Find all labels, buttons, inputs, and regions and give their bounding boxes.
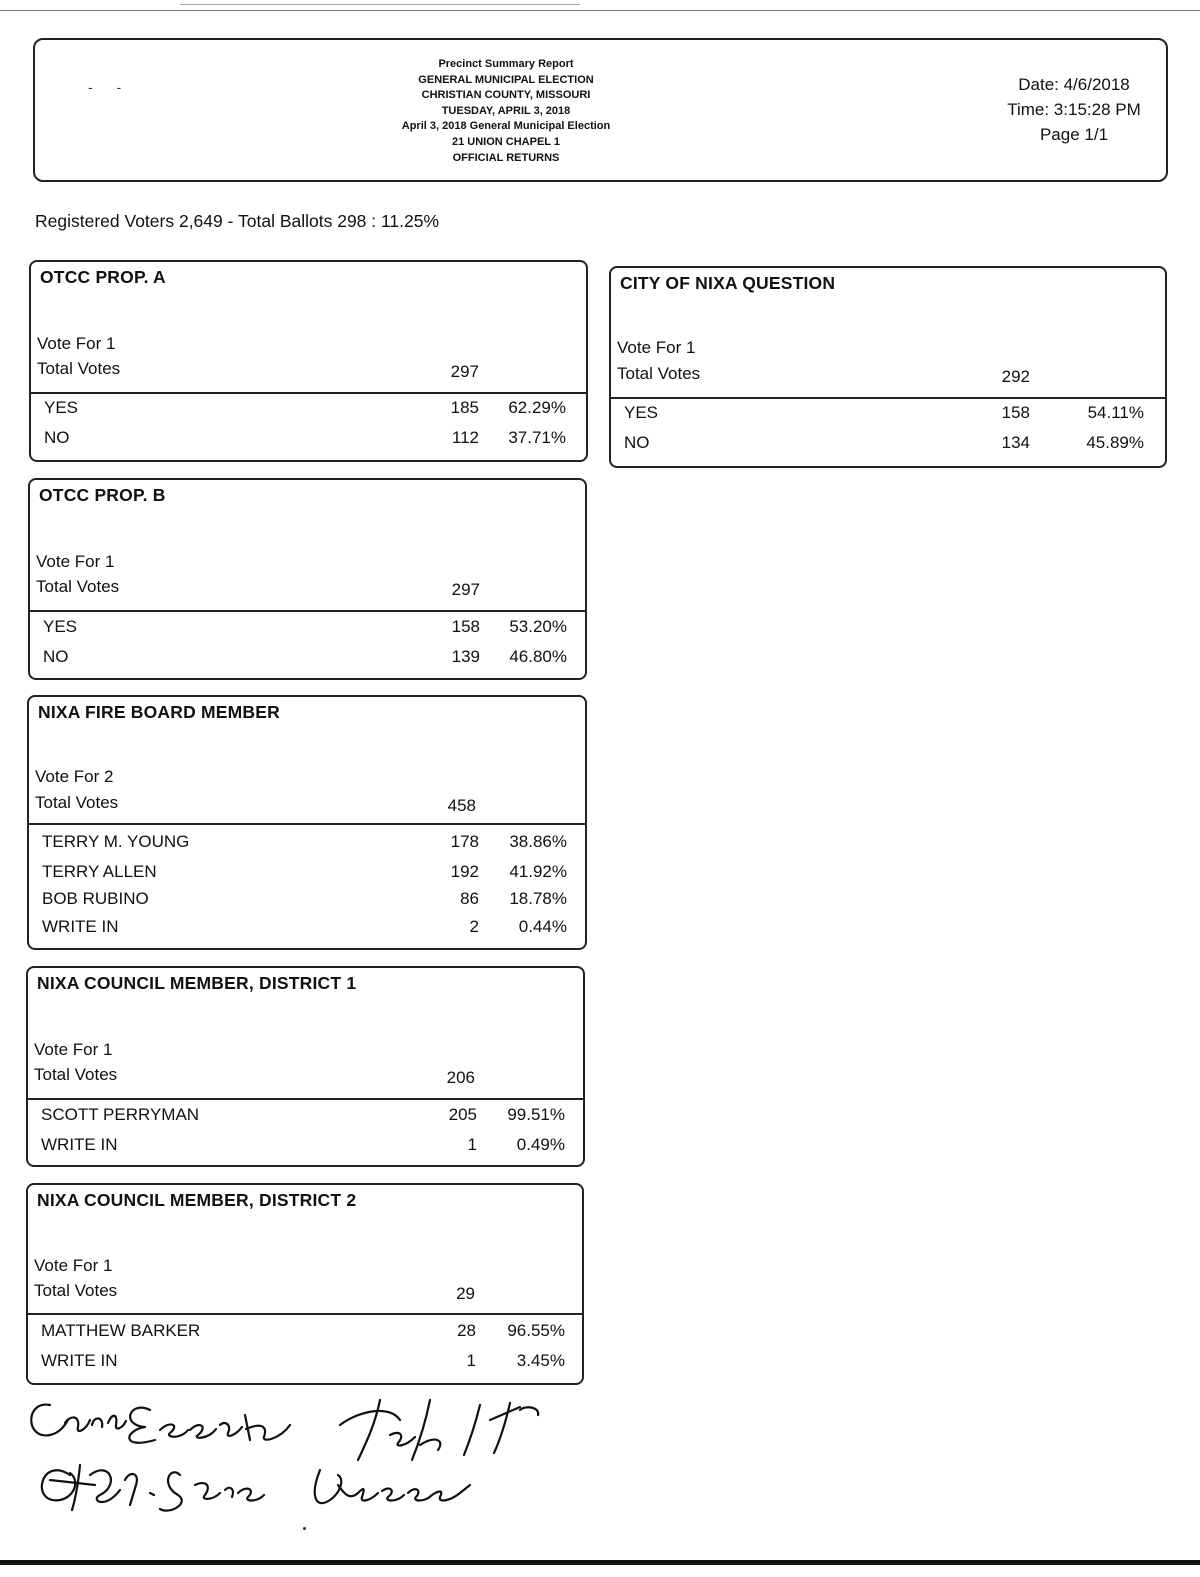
result-row bbox=[611, 433, 1165, 460]
candidate-votes: 192 bbox=[450, 861, 479, 881]
vote-for-label: Vote For 1 bbox=[34, 1256, 113, 1275]
county-name: CHRISTIAN COUNTY, MISSOURI bbox=[421, 89, 591, 102]
candidate-percent: 46.80% bbox=[509, 646, 567, 666]
candidate-votes: 134 bbox=[1001, 432, 1030, 452]
results-divider bbox=[28, 1313, 582, 1315]
contest-title: OTCC PROP. A bbox=[40, 267, 166, 287]
candidate-votes: 1 bbox=[467, 1134, 477, 1154]
vote-for-label: Vote For 1 bbox=[36, 552, 115, 571]
contest-nixa-council-district-2 bbox=[26, 1183, 584, 1385]
candidate-name: TERRY M. YOUNG bbox=[42, 832, 190, 851]
contest-nixa-council-district-1 bbox=[26, 966, 585, 1167]
total-votes-label: Total Votes bbox=[34, 1281, 118, 1300]
result-row bbox=[28, 1105, 583, 1132]
candidate-name: SCOTT PERRYMAN bbox=[41, 1105, 200, 1124]
result-row bbox=[29, 832, 585, 859]
candidate-name: MATTHEW BARKER bbox=[41, 1321, 201, 1340]
report-title-block bbox=[356, 57, 656, 166]
candidate-votes: 2 bbox=[469, 916, 479, 936]
candidate-percent: 62.29% bbox=[508, 398, 566, 417]
candidate-votes: 205 bbox=[448, 1105, 477, 1124]
vote-for-label: Vote For 1 bbox=[34, 1040, 113, 1059]
election-name: GENERAL MUNICIPAL ELECTION bbox=[418, 73, 594, 86]
scan-top-rule bbox=[0, 10, 1200, 11]
results-divider bbox=[611, 397, 1165, 399]
page-number: Page 1/1 bbox=[1039, 125, 1109, 144]
total-votes-value: 297 bbox=[450, 362, 479, 381]
candidate-percent: 0.49% bbox=[516, 1134, 565, 1154]
vote-for-label: Vote For 1 bbox=[37, 334, 116, 353]
result-row bbox=[31, 398, 586, 425]
candidate-name: NO bbox=[624, 432, 650, 452]
candidate-votes: 185 bbox=[450, 398, 479, 417]
candidate-percent: 45.89% bbox=[1086, 432, 1144, 452]
returns-status: OFFICIAL RETURNS bbox=[452, 151, 560, 164]
total-votes-value: 458 bbox=[447, 796, 476, 815]
vote-for-label: Vote For 1 bbox=[617, 338, 696, 357]
candidate-percent: 99.51% bbox=[507, 1105, 565, 1124]
report-time: Time: 3:15:28 PM bbox=[1007, 100, 1141, 119]
election-date: TUESDAY, APRIL 3, 2018 bbox=[441, 104, 571, 117]
candidate-votes: 158 bbox=[451, 617, 480, 636]
contest-otcc-prop-b bbox=[28, 478, 587, 680]
result-row bbox=[28, 1135, 583, 1162]
candidate-name: WRITE IN bbox=[41, 1350, 118, 1370]
candidate-name: NO bbox=[44, 427, 70, 447]
candidate-percent: 3.45% bbox=[516, 1350, 565, 1370]
candidate-votes: 112 bbox=[451, 427, 479, 447]
candidate-votes: 1 bbox=[466, 1350, 476, 1370]
contest-city-of-nixa-question bbox=[609, 266, 1167, 468]
scan-bottom-rule bbox=[0, 1560, 1200, 1565]
contest-title: OTCC PROP. B bbox=[39, 485, 166, 505]
result-row bbox=[29, 917, 585, 944]
total-votes-value: 206 bbox=[446, 1068, 475, 1087]
candidate-percent: 18.78% bbox=[509, 889, 567, 908]
candidate-percent: 38.86% bbox=[509, 832, 567, 851]
candidate-votes: 158 bbox=[1001, 403, 1030, 422]
candidate-name: BOB RUBINO bbox=[42, 889, 149, 908]
vote-for-label: Vote For 2 bbox=[35, 767, 114, 786]
result-row bbox=[30, 617, 585, 644]
candidate-percent: 54.11% bbox=[1087, 403, 1144, 422]
contest-nixa-fire-board-member bbox=[27, 695, 587, 950]
result-row bbox=[28, 1351, 582, 1378]
candidate-name: YES bbox=[43, 617, 78, 636]
total-votes-label: Total Votes bbox=[617, 364, 701, 383]
result-row bbox=[30, 647, 585, 674]
election-description: April 3, 2018 General Municipal Election bbox=[401, 120, 611, 133]
candidate-name: YES bbox=[44, 398, 79, 417]
total-votes-label: Total Votes bbox=[34, 1065, 118, 1084]
result-row bbox=[611, 403, 1165, 430]
signatures-image bbox=[20, 1385, 560, 1525]
result-row bbox=[31, 428, 586, 455]
total-votes-label: Total Votes bbox=[37, 359, 121, 378]
candidate-name: NO bbox=[43, 646, 69, 666]
header-marks: - - bbox=[88, 79, 132, 95]
total-votes-value: 292 bbox=[1001, 367, 1030, 386]
candidate-percent: 37.71% bbox=[508, 427, 566, 447]
contest-title: NIXA FIRE BOARD MEMBER bbox=[38, 702, 280, 722]
candidate-votes: 178 bbox=[450, 832, 479, 851]
total-votes-label: Total Votes bbox=[35, 793, 119, 812]
total-votes-value: 297 bbox=[451, 580, 480, 599]
registered-voters-summary: Registered Voters 2,649 - Total Ballots 298 : 11.25% bbox=[35, 211, 440, 231]
report-title: Precinct Summary Report bbox=[438, 58, 574, 70]
candidate-percent: 41.92% bbox=[509, 861, 567, 881]
contest-otcc-prop-a bbox=[29, 260, 588, 462]
scan-speck bbox=[303, 1527, 306, 1530]
results-divider bbox=[28, 1098, 583, 1100]
result-row bbox=[29, 862, 585, 889]
total-votes-label: Total Votes bbox=[36, 577, 120, 596]
report-date: Date: 4/6/2018 bbox=[1018, 75, 1130, 94]
candidate-name: YES bbox=[624, 403, 659, 422]
candidate-votes: 139 bbox=[451, 646, 480, 666]
results-divider bbox=[30, 610, 585, 612]
candidate-name: WRITE IN bbox=[41, 1134, 118, 1154]
result-row bbox=[29, 889, 585, 916]
contest-title: NIXA COUNCIL MEMBER, DISTRICT 2 bbox=[37, 1190, 357, 1210]
candidate-name: WRITE IN bbox=[42, 916, 119, 936]
scan-edge-mark bbox=[180, 4, 580, 5]
candidate-votes: 86 bbox=[460, 889, 479, 908]
candidate-percent: 0.44% bbox=[518, 916, 567, 936]
contest-title: NIXA COUNCIL MEMBER, DISTRICT 1 bbox=[37, 973, 357, 993]
candidate-name: TERRY ALLEN bbox=[42, 861, 157, 881]
results-divider bbox=[31, 392, 586, 394]
total-votes-value: 29 bbox=[456, 1284, 475, 1303]
candidate-votes: 28 bbox=[457, 1321, 476, 1340]
result-row bbox=[28, 1321, 582, 1348]
candidate-percent: 96.55% bbox=[507, 1321, 565, 1340]
results-divider bbox=[29, 823, 585, 825]
candidate-percent: 53.20% bbox=[509, 617, 567, 636]
contest-title: CITY OF NIXA QUESTION bbox=[620, 273, 836, 293]
report-meta bbox=[985, 72, 1163, 147]
precinct-name: 21 UNION CHAPEL 1 bbox=[452, 135, 560, 148]
